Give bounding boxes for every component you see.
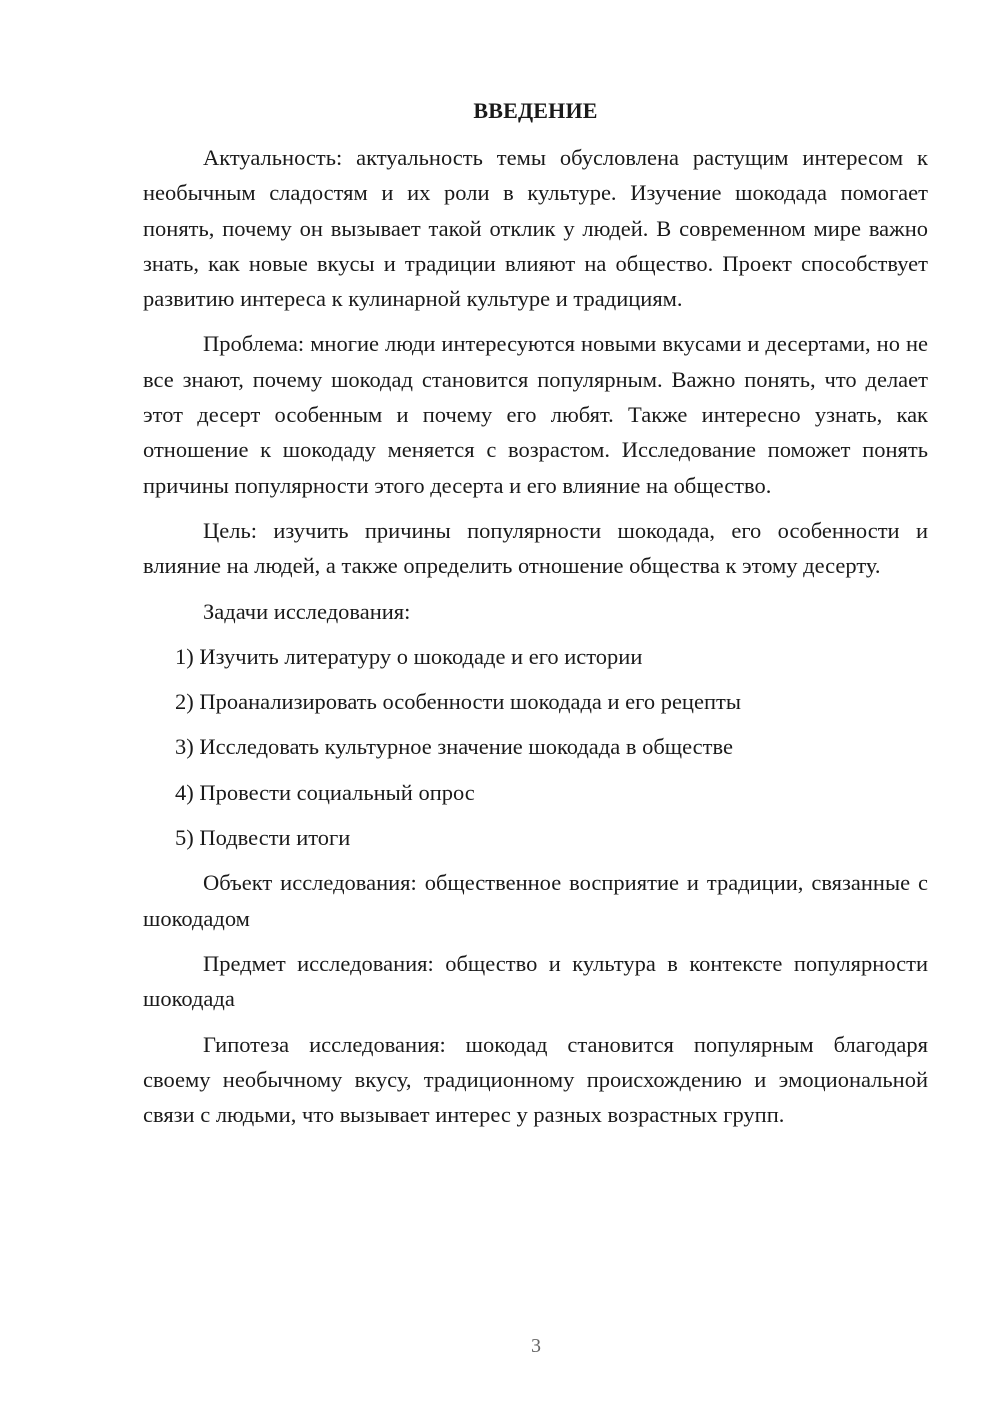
list-item: 4) Провести социальный опрос [175,779,475,805]
list-item: 3) Исследовать культурное значение шокодада в обществе [175,734,733,760]
section-heading: ВВЕДЕНИЕ [473,98,598,123]
list-item: 1) Изучить литературу о шокодаде и его истории [175,643,643,669]
list-item: 2) Проанализировать особенности шокодада и его рецепты [175,689,741,715]
goal-paragraph: Цель: изучить причины популярности шокодада, его особенности и влияние на людей, а также определить отношение общества к этому десерту. [143,517,928,579]
page-number: 3 [531,1335,541,1357]
tasks-list [143,639,928,855]
hypothesis-paragraph: Гипотеза исследования: шокодад становится популярным благодаря своему необычному вкусу, традиционному происхождению и эмоциональной связи с людьми, что вызывает интерес у разных возрастных групп. [143,1031,928,1128]
object-paragraph: Объект исследования: общественное восприятие и традиции, связанные с шокодадом [143,870,928,931]
subject-paragraph: Предмет исследования: общество и культура в контексте популярности шокодада [143,950,928,1012]
tasks-title: Задачи исследования: [203,598,411,624]
list-item: 5) Подвести итоги [175,825,351,851]
document-page [143,96,928,1142]
relevance-paragraph: Актуальность: актуальность темы обусловлена растущим интересом к необычным сладостям и их роли в культуре. Изучение шокодада помогает понять, почему он вызывает такой отклик у людей. В современном мире важно знать, как новые вкусы и традиции влияют на общество. Проект способствует развитию интереса к кулинарной культуре и традициям. [143,145,928,312]
problem-paragraph: Проблема: многие люди интересуются новыми вкусами и десертами, но не все знают, почему шокодад становится популярным. Важно понять, что делает этот десерт особенным и почему его любят. Также интересно узнать, как отношение к шокодаду меняется с возрастом. Исследование поможет понять причины популярности этого десерта и его влияние на общество. [143,331,928,498]
